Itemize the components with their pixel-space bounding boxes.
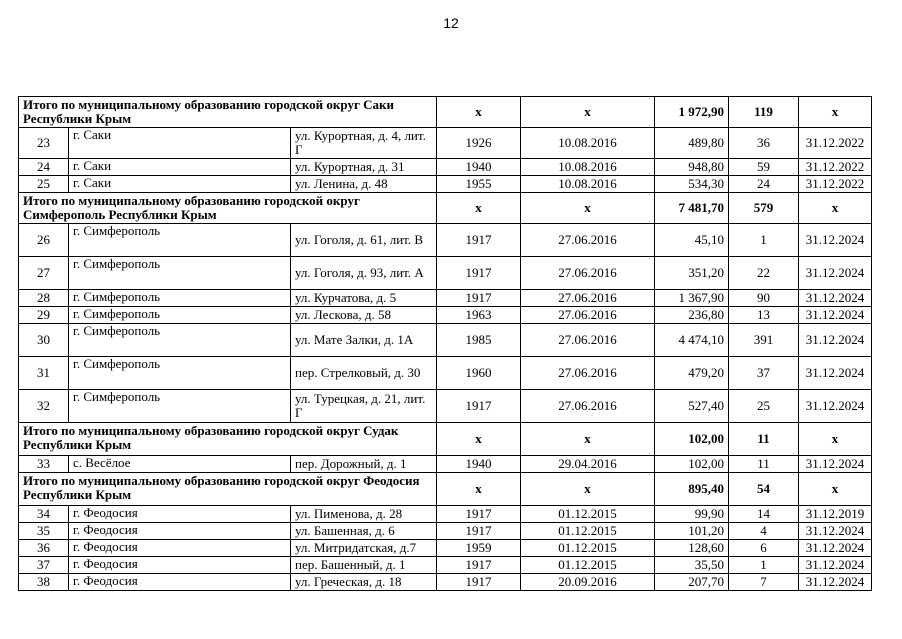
address-cell: ул. Ленина, д. 48 [291,176,437,193]
address-cell: ул. Гоголя, д. 61, лит. В [291,224,437,257]
settlement-cell: г. Феодосия [69,523,291,540]
date-cell: 29.04.2016 [521,456,655,473]
summary-label: Итого по муниципальному образованию городской округ Судак Республики Крым [19,423,437,456]
deadline-cell: 31.12.2024 [799,557,872,574]
table-row [19,357,872,390]
address-cell: ул. Лескова, д. 58 [291,307,437,324]
table-row [19,540,872,557]
row-number: 23 [19,128,69,159]
deadline-cell: 31.12.2024 [799,324,872,357]
area-cell: 534,30 [655,176,729,193]
settlement-cell: г. Феодосия [69,574,291,591]
row-number: 24 [19,159,69,176]
address-cell: ул. Гоголя, д. 93, лит. А [291,257,437,290]
residents-cell: 11 [729,456,799,473]
date-cell: 27.06.2016 [521,224,655,257]
date-cell: 27.06.2016 [521,324,655,357]
table-row [19,224,872,257]
year-cell: 1917 [437,257,521,290]
table-row [19,176,872,193]
date-cell: 27.06.2016 [521,357,655,390]
row-number: 35 [19,523,69,540]
address-cell: пер. Стрелковый, д. 30 [291,357,437,390]
year-cell: х [437,97,521,128]
year-cell: х [437,423,521,456]
area-cell: 527,40 [655,390,729,423]
settlement-cell: г. Симферополь [69,357,291,390]
year-cell: 1917 [437,506,521,523]
area-cell: 99,90 [655,506,729,523]
settlement-cell: г. Симферополь [69,390,291,423]
date-cell: 10.08.2016 [521,128,655,159]
table-row [19,324,872,357]
residents-cell: 24 [729,176,799,193]
date-cell: 10.08.2016 [521,176,655,193]
date-cell: х [521,423,655,456]
deadline-cell: 31.12.2024 [799,357,872,390]
area-cell: 102,00 [655,423,729,456]
settlement-cell: г. Саки [69,159,291,176]
year-cell: 1917 [437,574,521,591]
deadline-cell: х [799,473,872,506]
date-cell: х [521,473,655,506]
row-number: 31 [19,357,69,390]
settlement-cell: с. Весёлое [69,456,291,473]
table-row [19,557,872,574]
residents-cell: 37 [729,357,799,390]
row-number: 27 [19,257,69,290]
residents-cell: 4 [729,523,799,540]
deadline-cell: 31.12.2022 [799,159,872,176]
address-cell: ул. Курортная, д. 4, лит. Г [291,128,437,159]
address-cell: пер. Башенный, д. 1 [291,557,437,574]
area-cell: 207,70 [655,574,729,591]
table-row [19,456,872,473]
residents-cell: 1 [729,557,799,574]
settlement-cell: г. Феодосия [69,557,291,574]
year-cell: 1985 [437,324,521,357]
address-cell: ул. Курортная, д. 31 [291,159,437,176]
deadline-cell: 31.12.2024 [799,390,872,423]
table-body [19,97,872,591]
deadline-cell: 31.12.2024 [799,257,872,290]
residents-cell: 90 [729,290,799,307]
row-number: 30 [19,324,69,357]
deadline-cell: 31.12.2024 [799,307,872,324]
deadline-cell: 31.12.2024 [799,224,872,257]
year-cell: х [437,193,521,224]
table-row [19,506,872,523]
date-cell: 27.06.2016 [521,257,655,290]
row-number: 26 [19,224,69,257]
residents-cell: 25 [729,390,799,423]
housing-table [18,96,872,591]
address-cell: ул. Мате Залки, д. 1А [291,324,437,357]
year-cell: х [437,473,521,506]
deadline-cell: 31.12.2024 [799,523,872,540]
year-cell: 1940 [437,159,521,176]
residents-cell: 36 [729,128,799,159]
area-cell: 128,60 [655,540,729,557]
date-cell: 01.12.2015 [521,557,655,574]
residents-cell: 11 [729,423,799,456]
date-cell: 01.12.2015 [521,523,655,540]
residents-cell: 14 [729,506,799,523]
date-cell: х [521,193,655,224]
area-cell: 479,20 [655,357,729,390]
residents-cell: 54 [729,473,799,506]
row-number: 29 [19,307,69,324]
deadline-cell: х [799,423,872,456]
summary-row [19,473,872,506]
table-row [19,159,872,176]
area-cell: 351,20 [655,257,729,290]
year-cell: 1963 [437,307,521,324]
year-cell: 1959 [437,540,521,557]
table-row [19,128,872,159]
settlement-cell: г. Симферополь [69,257,291,290]
residents-cell: 7 [729,574,799,591]
settlement-cell: г. Феодосия [69,506,291,523]
summary-row [19,97,872,128]
deadline-cell: 31.12.2022 [799,176,872,193]
settlement-cell: г. Симферополь [69,224,291,257]
date-cell: 27.06.2016 [521,390,655,423]
table-row [19,307,872,324]
area-cell: 101,20 [655,523,729,540]
year-cell: 1955 [437,176,521,193]
row-number: 25 [19,176,69,193]
table-row [19,390,872,423]
area-cell: 7 481,70 [655,193,729,224]
date-cell: 01.12.2015 [521,540,655,557]
deadline-cell: 31.12.2024 [799,574,872,591]
date-cell: 27.06.2016 [521,290,655,307]
deadline-cell: 31.12.2024 [799,456,872,473]
area-cell: 236,80 [655,307,729,324]
year-cell: 1917 [437,290,521,307]
area-cell: 895,40 [655,473,729,506]
address-cell: ул. Курчатова, д. 5 [291,290,437,307]
area-cell: 948,80 [655,159,729,176]
area-cell: 489,80 [655,128,729,159]
row-number: 28 [19,290,69,307]
table-row [19,523,872,540]
date-cell: 10.08.2016 [521,159,655,176]
area-cell: 45,10 [655,224,729,257]
settlement-cell: г. Симферополь [69,307,291,324]
deadline-cell: 31.12.2022 [799,128,872,159]
deadline-cell: 31.12.2019 [799,506,872,523]
settlement-cell: г. Феодосия [69,540,291,557]
table-row [19,290,872,307]
residents-cell: 6 [729,540,799,557]
area-cell: 1 972,90 [655,97,729,128]
settlement-cell: г. Симферополь [69,324,291,357]
deadline-cell: х [799,97,872,128]
residents-cell: 391 [729,324,799,357]
settlement-cell: г. Саки [69,128,291,159]
address-cell: ул. Греческая, д. 18 [291,574,437,591]
settlement-cell: г. Саки [69,176,291,193]
date-cell: х [521,97,655,128]
row-number: 36 [19,540,69,557]
residents-cell: 13 [729,307,799,324]
year-cell: 1917 [437,390,521,423]
table-row [19,574,872,591]
summary-row [19,193,872,224]
date-cell: 01.12.2015 [521,506,655,523]
address-cell: ул. Турецкая, д. 21, лит. Г [291,390,437,423]
summary-label: Итого по муниципальному образованию городской округ Саки Республики Крым [19,97,437,128]
area-cell: 35,50 [655,557,729,574]
deadline-cell: 31.12.2024 [799,290,872,307]
summary-row [19,423,872,456]
row-number: 37 [19,557,69,574]
row-number: 33 [19,456,69,473]
residents-cell: 1 [729,224,799,257]
area-cell: 1 367,90 [655,290,729,307]
summary-label: Итого по муниципальному образованию городской округ Феодосия Республики Крым [19,473,437,506]
deadline-cell: 31.12.2024 [799,540,872,557]
table-row [19,257,872,290]
year-cell: 1917 [437,224,521,257]
address-cell: ул. Митридатская, д.7 [291,540,437,557]
row-number: 34 [19,506,69,523]
year-cell: 1926 [437,128,521,159]
year-cell: 1917 [437,557,521,574]
date-cell: 20.09.2016 [521,574,655,591]
deadline-cell: х [799,193,872,224]
year-cell: 1960 [437,357,521,390]
area-cell: 102,00 [655,456,729,473]
year-cell: 1940 [437,456,521,473]
page-number: 12 [443,15,459,31]
summary-label: Итого по муниципальному образованию городской округ Симферополь Республики Крым [19,193,437,224]
year-cell: 1917 [437,523,521,540]
settlement-cell: г. Симферополь [69,290,291,307]
residents-cell: 579 [729,193,799,224]
residents-cell: 59 [729,159,799,176]
row-number: 32 [19,390,69,423]
address-cell: ул. Башенная, д. 6 [291,523,437,540]
address-cell: ул. Пименова, д. 28 [291,506,437,523]
area-cell: 4 474,10 [655,324,729,357]
residents-cell: 22 [729,257,799,290]
row-number: 38 [19,574,69,591]
residents-cell: 119 [729,97,799,128]
date-cell: 27.06.2016 [521,307,655,324]
address-cell: пер. Дорожный, д. 1 [291,456,437,473]
